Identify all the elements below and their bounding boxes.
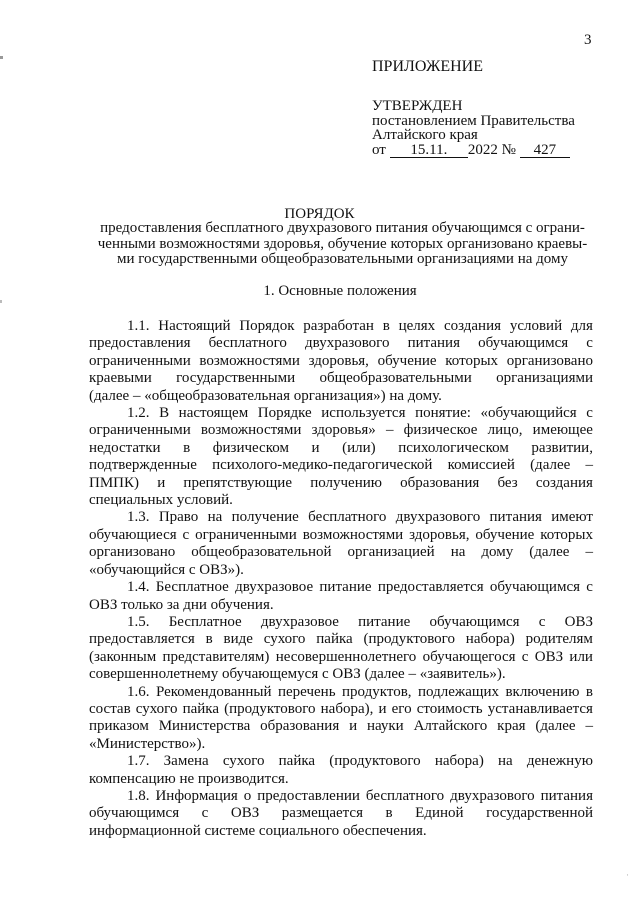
word: Единой — [415, 805, 464, 822]
word: которых — [540, 526, 593, 543]
word: устанавливается — [487, 700, 593, 717]
word: его — [391, 700, 412, 717]
word: образования — [400, 474, 480, 491]
paragraph-line — [89, 684, 593, 701]
word: имеют — [551, 509, 593, 526]
word: предоставляется — [377, 579, 484, 596]
approval-block — [372, 99, 575, 158]
approved-by-line: постановлением Правительства — [372, 112, 575, 129]
word: обучающимся — [429, 613, 520, 630]
word: В — [159, 405, 170, 422]
word: без — [497, 474, 518, 491]
decree-number: 427 — [520, 143, 570, 158]
word: несовершеннолетнего — [275, 648, 417, 665]
word: понятие: — [415, 405, 471, 422]
word: образования — [260, 718, 340, 735]
word: 1.8. — [127, 787, 150, 804]
paragraph-line — [89, 649, 593, 666]
paragraph-line — [89, 771, 593, 788]
paragraph-line — [89, 753, 593, 770]
word: обучающиеся — [89, 526, 177, 543]
word: психологическом — [398, 439, 509, 456]
word: родителям — [525, 631, 593, 648]
word: и — [349, 718, 358, 735]
word: ОВЗ — [564, 613, 593, 630]
paragraph-line — [89, 440, 593, 457]
word: науки — [366, 718, 404, 735]
word: разработан — [303, 318, 374, 334]
word: целях — [398, 318, 436, 334]
paragraph-line — [89, 631, 593, 648]
paragraph-line — [89, 718, 593, 735]
paragraph-line — [89, 562, 593, 579]
word: набора) — [434, 753, 484, 770]
word: имеющее — [532, 422, 593, 439]
word: комиссией — [447, 457, 515, 474]
word: и — [311, 439, 320, 456]
paragraph-line — [89, 353, 593, 370]
word: в — [585, 683, 593, 700]
word: Порядок — [239, 318, 295, 334]
word: и — [157, 474, 166, 491]
paragraph-line — [89, 597, 593, 614]
word: которых — [445, 352, 499, 369]
word: сухого — [222, 753, 265, 770]
word: Алтайского — [413, 718, 488, 735]
subtitle-line: ченными возможностями здоровья, обучение которых организовано краевы- — [97, 235, 588, 252]
appendix-label: ПРИЛОЖЕНИЕ — [372, 58, 484, 75]
word: размещается — [281, 805, 363, 822]
word: сухого — [263, 631, 306, 648]
word: стоимость — [416, 700, 483, 717]
word: с — [586, 579, 593, 596]
word: представителям) — [162, 648, 270, 665]
word: (продуктового — [363, 631, 455, 648]
word: в — [205, 631, 213, 648]
word: получению — [310, 474, 382, 491]
word: Порядке — [257, 405, 312, 422]
word: Право — [158, 509, 199, 526]
approved-label: УТВЕРЖДЕН — [372, 98, 463, 114]
word: недостатки — [89, 439, 161, 456]
word: двухразовое — [235, 579, 314, 596]
word: развитии, — [531, 439, 593, 456]
word: на — [207, 509, 223, 526]
word: здоровья» — [311, 422, 376, 439]
word: сухого — [135, 700, 178, 717]
word: 1.7. — [127, 753, 150, 770]
word: организациями — [496, 370, 593, 387]
word: в — [183, 439, 191, 456]
word: пайка — [182, 700, 219, 717]
paragraph-line — [89, 701, 593, 718]
paragraph-line — [89, 318, 593, 335]
word: – — [585, 457, 593, 474]
paragraph-line — [89, 579, 593, 596]
word: (далее – «общеобразовательная организация») на дому. — [89, 387, 442, 404]
paragraph-line — [89, 492, 593, 509]
word: организовано — [506, 352, 593, 369]
word: возможностями — [200, 422, 302, 439]
word: 1.3. — [127, 509, 150, 526]
word: с — [538, 613, 546, 630]
word: предоставляется — [89, 631, 195, 648]
approved-by-line: Алтайского края — [372, 127, 478, 143]
word: перечень — [278, 683, 336, 700]
word: с — [586, 335, 593, 352]
word: физическом — [212, 439, 289, 456]
paragraph-line — [89, 388, 593, 405]
approval-date-line — [372, 143, 575, 158]
scan-artifact: · — [626, 870, 629, 880]
scan-artifact — [0, 56, 3, 59]
word: двухразового — [395, 509, 481, 526]
word: включению — [505, 683, 580, 700]
word: Министерства — [158, 718, 251, 735]
word: психолого-медико-педагогической — [212, 457, 433, 474]
year-text: 2022 № — [467, 141, 516, 158]
word: специальных условий. — [89, 492, 233, 509]
word: обучение — [475, 526, 535, 543]
word: бесплатного — [208, 335, 287, 352]
paragraph-line — [89, 788, 593, 805]
word: 1.1. — [127, 318, 150, 334]
date-prefix: от — [372, 141, 386, 158]
scan-artifact — [0, 300, 2, 303]
word: состав — [89, 700, 131, 717]
paragraph-line — [89, 666, 593, 683]
word: (далее — [535, 718, 576, 735]
word: с — [182, 526, 190, 543]
word: двухразового — [305, 335, 390, 352]
word: обучение — [377, 352, 437, 369]
word: здоровья, — [308, 352, 369, 369]
word: 1.5. — [127, 613, 150, 630]
word: двухразовое — [260, 613, 339, 630]
word: в — [382, 318, 390, 334]
word: ограниченными — [195, 526, 297, 543]
word: (продуктового — [224, 700, 316, 717]
word: получение — [231, 509, 299, 526]
word: краевыми — [89, 370, 152, 387]
word: предоставления — [89, 335, 191, 352]
word: питания — [489, 509, 542, 526]
document-title: ПОРЯДОК — [284, 206, 355, 222]
word: государственной — [486, 805, 593, 822]
word: в — [385, 805, 393, 822]
word: ограниченными — [89, 352, 191, 369]
word: обучающимся — [89, 805, 180, 822]
document-subtitle — [90, 221, 595, 268]
page-number: 3 — [584, 32, 592, 48]
word: ОВЗ только за дни обучения. — [89, 596, 274, 613]
word: – — [385, 422, 394, 439]
word: возможностями — [302, 526, 404, 543]
word: края — [497, 718, 526, 735]
word: Бесплатное — [155, 579, 229, 596]
word: на — [450, 544, 466, 561]
word: предоставлении — [257, 787, 360, 804]
paragraph-line — [89, 823, 593, 840]
word: «обучающийся — [480, 405, 577, 422]
word: ограниченными — [89, 422, 191, 439]
word: питания — [540, 787, 593, 804]
word: о — [243, 787, 252, 804]
word: препятствующие — [183, 474, 292, 491]
section-heading: 1. Основные положения — [263, 283, 417, 299]
word: бесплатного — [365, 787, 445, 804]
word: (или) — [342, 439, 376, 456]
word: денежную — [526, 753, 593, 770]
word: с — [586, 405, 593, 422]
paragraph-line — [89, 527, 593, 544]
word: бесплатного — [308, 509, 387, 526]
word: (законным — [89, 648, 157, 665]
paragraph-line — [89, 544, 593, 561]
word: набора), — [320, 700, 374, 717]
word: на — [497, 753, 513, 770]
paragraph-line — [89, 457, 593, 474]
word: физическое — [403, 422, 478, 439]
word: питания — [407, 335, 460, 352]
word: организовано — [89, 544, 176, 561]
word: используется — [321, 405, 406, 422]
paragraph-line — [89, 422, 593, 439]
word: возможностями — [199, 352, 300, 369]
paragraph-line — [89, 614, 593, 631]
word: информационной системе социального обеспечения. — [89, 822, 427, 839]
body-text — [89, 318, 593, 840]
word: обучающимся — [489, 579, 581, 596]
word: общеобразовательными — [319, 370, 472, 387]
word: лицо, — [487, 422, 523, 439]
word: 1.2. — [127, 405, 150, 422]
word: условий — [509, 318, 563, 334]
word: пайка — [316, 631, 353, 648]
word: Настоящий — [158, 318, 231, 334]
paragraph-line — [89, 405, 593, 422]
word: или — [569, 648, 593, 665]
paragraph-line — [89, 509, 593, 526]
word: общеобразовательной — [191, 544, 332, 561]
word: компенсацию не производится. — [89, 770, 289, 787]
word: – — [585, 718, 593, 735]
subtitle-line: ми государственными общеобразовательными организациями на дому — [117, 251, 568, 267]
word: с — [521, 648, 529, 665]
word: – — [585, 544, 593, 561]
word: для — [570, 318, 593, 334]
word: 1.4. — [127, 579, 150, 596]
paragraph-line — [89, 736, 593, 753]
word: ОВЗ — [534, 648, 564, 665]
paragraph-line — [89, 370, 593, 387]
word: приказом — [89, 718, 149, 735]
word: здоровья, — [409, 526, 470, 543]
word: совершеннолетнему обучающемуся с ОВЗ (далее – «заявитель»). — [89, 666, 506, 683]
word: Информация — [155, 787, 238, 804]
word: продуктов, — [342, 683, 412, 700]
word: «Министерство»). — [89, 735, 206, 752]
word: ОВЗ — [230, 805, 260, 822]
word: подлежащих — [418, 683, 499, 700]
word: Замена — [163, 753, 209, 770]
word: набора) — [465, 631, 515, 648]
paragraph-line — [89, 335, 593, 352]
word: Бесплатное — [168, 613, 242, 630]
word: обучающимся — [478, 335, 569, 352]
word: ПМПК) — [89, 474, 140, 491]
word: организацией — [347, 544, 435, 561]
word: (продуктового — [329, 753, 421, 770]
word: (далее — [529, 544, 570, 561]
word: создания — [535, 474, 593, 491]
word: Рекомендованный — [155, 683, 272, 700]
word: дому — [481, 544, 514, 561]
paragraph-line — [89, 475, 593, 492]
word: (далее — [530, 457, 571, 474]
word: пайка — [278, 753, 316, 770]
subtitle-line: предоставления бесплатного двухразового питания обучающимся с ограни- — [100, 220, 585, 236]
word: питание — [358, 613, 411, 630]
word: создания — [443, 318, 502, 334]
word: подтвержденные — [89, 457, 197, 474]
word: настоящем — [178, 405, 249, 422]
approval-date: 15.11. — [390, 143, 468, 158]
word: государственными — [176, 370, 296, 387]
word: 1.6. — [127, 683, 150, 700]
word: обучающегося — [422, 648, 516, 665]
word: «обучающийся с ОВЗ»). — [89, 561, 244, 578]
paragraph-line — [89, 805, 593, 822]
word: виде — [223, 631, 253, 648]
word: двухразового — [450, 787, 535, 804]
word: и — [378, 700, 387, 717]
word: питание — [319, 579, 372, 596]
word: с — [201, 805, 209, 822]
